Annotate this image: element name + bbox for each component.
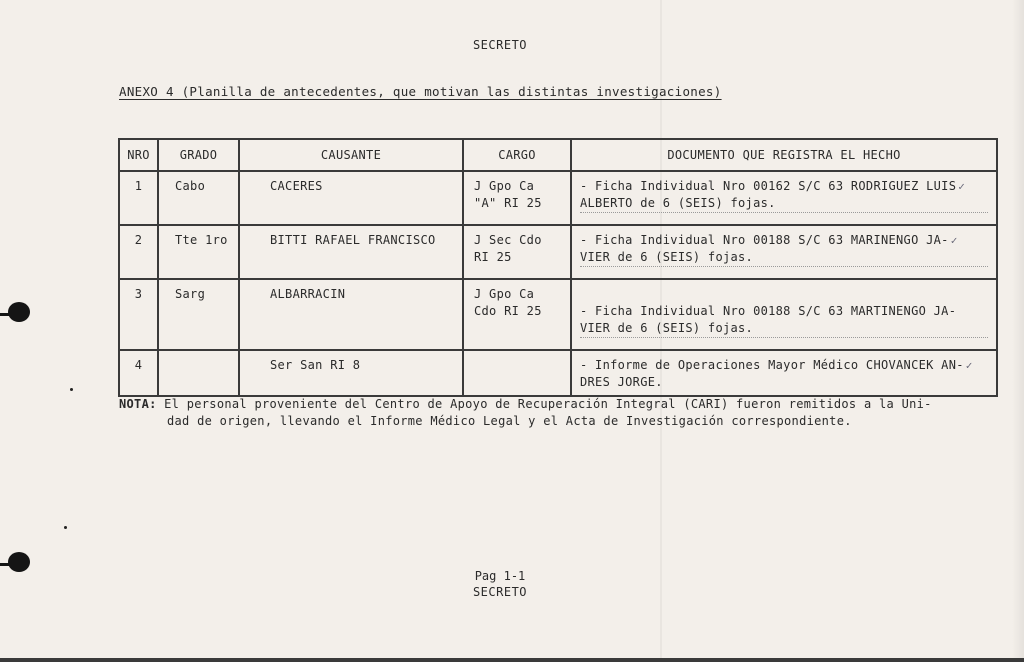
documento-line: VIER de 6 (SEIS) fojas. [580,249,988,267]
header-grado: GRADO [158,139,239,171]
cargo-line: RI 25 [474,250,512,264]
note-label: NOTA: [119,397,157,411]
note-block [119,396,999,430]
documento-line: - Ficha Individual Nro 00188 S/C 63 MARINENGO JA- ✓ [580,233,958,247]
cell-causante: CACERES [239,171,463,225]
header-cargo: CARGO [463,139,571,171]
header-causante: CAUSANTE [239,139,463,171]
antecedents-table [118,138,998,397]
cargo-line: Cdo RI 25 [474,304,542,318]
cell-cargo [463,279,571,350]
check-mark-icon: ✓ [950,234,958,247]
header-documento: DOCUMENTO QUE REGISTRA EL HECHO [571,139,997,171]
note-text: El personal proveniente del Centro de Apoyo de Recuperación Integral (CARI) fueron remitidos a la Uni- [164,397,932,411]
cell-causante: ALBARRACIN [239,279,463,350]
table-header-row [119,139,997,171]
table-row [119,350,997,396]
page-bottom-edge [0,658,1024,662]
cell-cargo [463,350,571,396]
page-number: Pag 1-1 [474,569,526,583]
documento-line: ALBERTO de 6 (SEIS) fojas. [580,195,988,213]
cell-nro: 2 [119,225,158,279]
cell-nro: 3 [119,279,158,350]
cell-grado: Tte 1ro [158,225,239,279]
table-row [119,171,997,225]
classification-bottom: SECRETO [472,585,528,599]
table-row [119,279,997,350]
cell-causante: Ser San RI 8 [239,350,463,396]
table-row [119,225,997,279]
documento-line: - Ficha Individual Nro 00188 S/C 63 MARTINENGO JA- [580,304,957,318]
page-edge-shadow [1012,0,1024,662]
cell-nro: 1 [119,171,158,225]
cell-documento [571,350,997,396]
check-mark-icon: ✓ [965,359,973,372]
cell-nro: 4 [119,350,158,396]
cell-cargo [463,225,571,279]
note-line: dad de origen, llevando el Informe Médico Legal y el Acta de Investigación correspondiente. [167,414,852,428]
cargo-line: J Gpo Ca [474,179,535,193]
ink-speck [64,526,67,529]
cargo-line: J Gpo Ca [474,287,535,301]
check-mark-icon: ✓ [958,180,966,193]
classification-top: SECRETO [472,38,528,52]
cell-documento [571,225,997,279]
punch-hole-icon [8,302,30,322]
documento-line: - Ficha Individual Nro 00162 S/C 63 RODRIGUEZ LUIS ✓ [580,179,966,193]
cargo-line: J Sec Cdo [474,233,542,247]
cell-causante: BITTI RAFAEL FRANCISCO [239,225,463,279]
ink-speck [70,388,73,391]
note-line [119,396,999,413]
documento-line: - Informe de Operaciones Mayor Médico CHOVANCEK AN- ✓ [580,358,973,372]
punch-hole-tear [0,313,16,316]
cell-documento [571,171,997,225]
cell-documento [571,279,997,350]
cargo-line: "A" RI 25 [474,196,542,210]
documento-line: DRES JORGE. [580,375,663,389]
cell-grado: Sarg [158,279,239,350]
header-nro: NRO [119,139,158,171]
cell-cargo [463,171,571,225]
annex-title: ANEXO 4 (Planilla de antecedentes, que motivan las distintas investigaciones) [119,84,722,99]
cell-grado: Cabo [158,171,239,225]
punch-hole-tear [0,563,16,566]
documento-line: VIER de 6 (SEIS) fojas. [580,320,988,338]
cell-grado [158,350,239,396]
